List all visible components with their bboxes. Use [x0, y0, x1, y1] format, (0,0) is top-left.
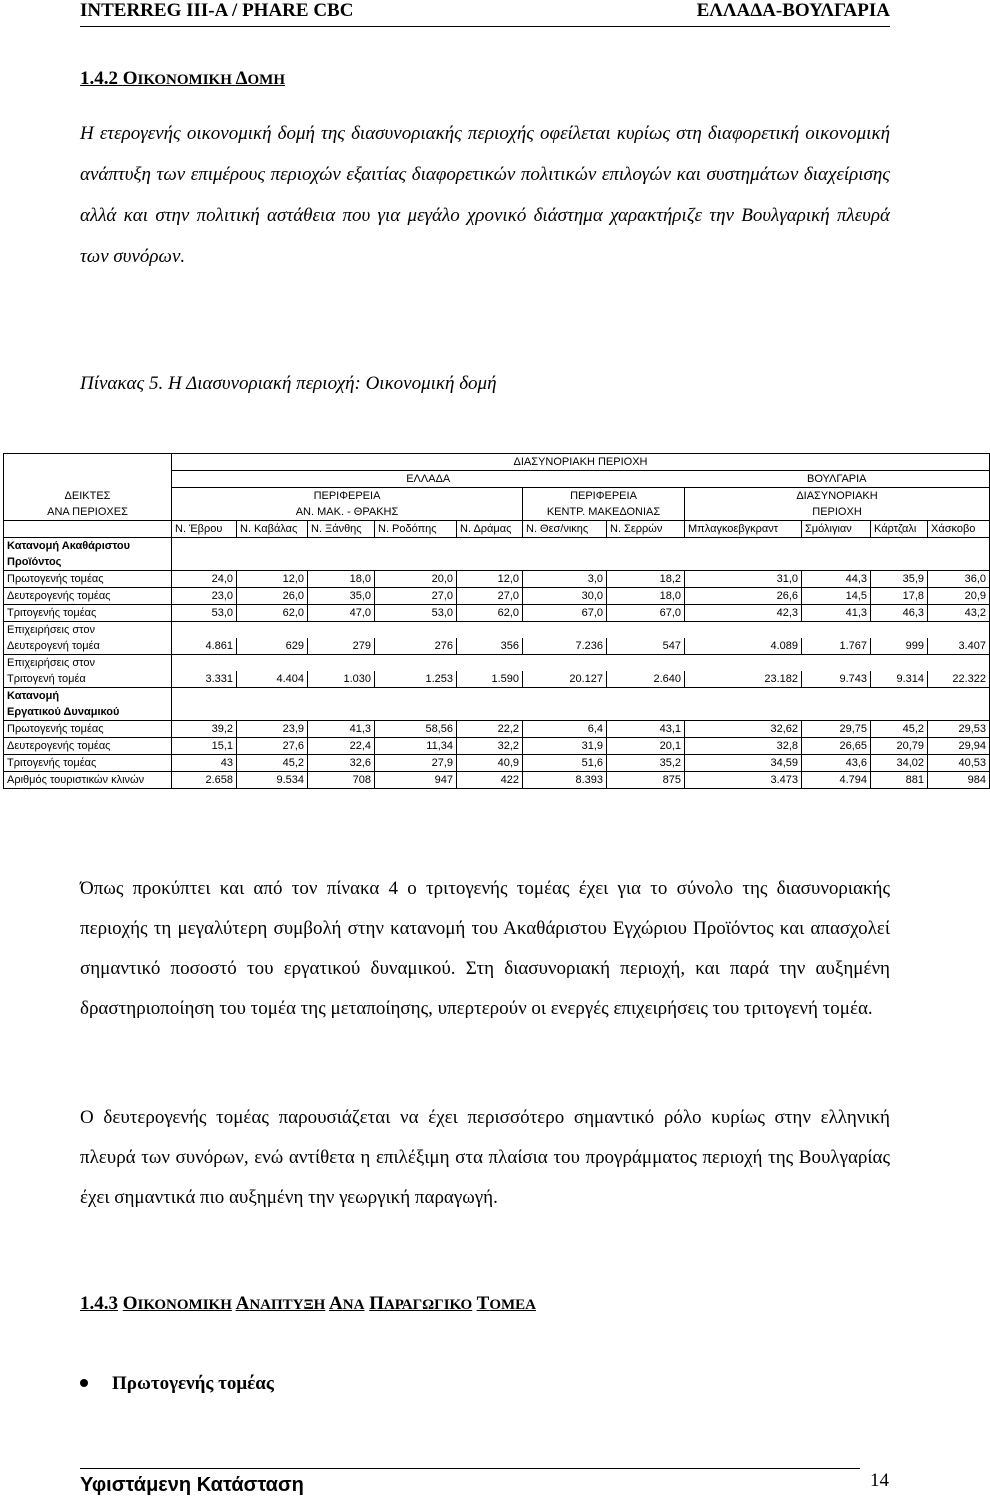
table-cell: 29,94: [928, 738, 990, 755]
table-cell: 1.767: [802, 638, 871, 655]
table-cell: 51,6: [523, 755, 607, 772]
gdp-group-label: Κατανομή Ακαθάριστου: [4, 538, 172, 555]
table-cell: 20.127: [523, 671, 607, 688]
table-cell: 3.407: [928, 638, 990, 655]
group-header-row: [4, 688, 990, 705]
table-cell: 31,9: [523, 738, 607, 755]
table-cell: 35,0: [308, 588, 375, 605]
column-header: Σμόλιγιαν: [802, 521, 871, 538]
table-cell: 62,0: [457, 605, 523, 622]
table-row: [4, 655, 990, 672]
column-header: Ν. Έβρου: [172, 521, 237, 538]
table-cell: 547: [607, 638, 685, 655]
table-cell: 6,4: [523, 721, 607, 738]
table-cell: 20,0: [375, 571, 457, 588]
table-cell: 7.236: [523, 638, 607, 655]
table-header-row: [4, 454, 990, 471]
table-cell: 32,6: [308, 755, 375, 772]
table-cell: 3.473: [685, 772, 802, 789]
intro-paragraph: Η ετερογενής οικονομική δομή της διασυνοριακής περιοχής οφείλεται κυρίως στη διαφορετική οικονομική ανάπτυξη των επιμέρους περιοχών εξαιτίας διαφορετικών πολιτικών επιλογών και συστημάτων διαχείρισης αλλά και στην πολιτική αστάθεια που για μεγάλο χρονικό διάστημα χαρακτήριζε την Βουλγαρική πλευρά των συνόρων.: [80, 123, 890, 267]
table-cell: 53,0: [172, 605, 237, 622]
bulgaria-header: ΒΟΥΛΓΑΡΙΑ: [685, 471, 990, 488]
table-cell: 9.534: [237, 772, 308, 789]
table-cell: 43: [172, 755, 237, 772]
table-cell: 356: [457, 638, 523, 655]
table-cell: 32,8: [685, 738, 802, 755]
table-cell: 629: [237, 638, 308, 655]
table-cell: 1.253: [375, 671, 457, 688]
table-row: [4, 755, 990, 772]
table-cell: 41,3: [802, 605, 871, 622]
table-cell: 279: [308, 638, 375, 655]
gdp-rows: [4, 571, 990, 622]
table-cell: 4.861: [172, 638, 237, 655]
table-row: [4, 638, 990, 655]
table-cell: 67,0: [607, 605, 685, 622]
table-row: [4, 605, 990, 622]
table-row: [4, 588, 990, 605]
row-label: Πρωτογενής τομέας: [4, 721, 172, 738]
footer-title: Υφιστάμενη Κατάσταση: [80, 1474, 304, 1496]
column-header: Ν. Δράμας: [457, 521, 523, 538]
table-cell: 22.322: [928, 671, 990, 688]
row-label: Επιχειρήσεις στον: [4, 655, 172, 672]
table-cell: 43,2: [928, 605, 990, 622]
table-header-row: ΑΝΑ ΠΕΡΙΟΧΕΣ ΑΝ. ΜΑΚ. - ΘΡΑΚΗΣ ΚΕΝΤΡ. ΜΑΚΕΔΟΝΙΑΣ ΠΕΡΙΟΧΗ: [4, 504, 990, 521]
table-row: [4, 671, 990, 688]
table-cell: 708: [308, 772, 375, 789]
page-number: 14: [870, 1470, 889, 1491]
row-label: Τριτογενή τομέα: [4, 671, 172, 688]
footer-rule: [80, 1468, 860, 1469]
group-header-row: [4, 538, 990, 555]
bullet-text: Πρωτογενής τομέας: [112, 1373, 274, 1394]
table-cell: 4.404: [237, 671, 308, 688]
table-cell: 34,59: [685, 755, 802, 772]
group-header-row: Εργατικού Δυναμικού: [4, 704, 990, 721]
table-cell: 12,0: [237, 571, 308, 588]
table-caption: Πίνακας 5. Η Διασυνοριακή περιοχή: Οικονομική δομή: [80, 373, 497, 394]
table-row: [4, 571, 990, 588]
cross-border-header: ΔΙΑΣΥΝΟΡΙΑΚΗ ΠΕΡΙΟΧΗ: [172, 454, 990, 471]
table-cell: 22,4: [308, 738, 375, 755]
table-cell: 276: [375, 638, 457, 655]
table-cell: 45,2: [871, 721, 928, 738]
table-cell: 9.314: [871, 671, 928, 688]
table-cell: 3,0: [523, 571, 607, 588]
row-label: Τριτογενής τομέας: [4, 605, 172, 622]
table-cell: 43,6: [802, 755, 871, 772]
table-cell: 53,0: [375, 605, 457, 622]
column-header: Κάρτζαλι: [871, 521, 928, 538]
table-cell: 27,0: [457, 588, 523, 605]
table-cell: 875: [607, 772, 685, 789]
table-cell: 881: [871, 772, 928, 789]
table-cell: 67,0: [523, 605, 607, 622]
table-cell: 20,79: [871, 738, 928, 755]
table-cell: 4.089: [685, 638, 802, 655]
table-cell: 36,0: [928, 571, 990, 588]
section-title: 1.4.2 ΟΙΚΟΝΟΜΙΚΗ ΔΟΜΗ: [80, 68, 286, 89]
table-cell: 17,8: [871, 588, 928, 605]
page-header: [80, 0, 890, 27]
table-row: [4, 622, 990, 639]
column-header: Ν. Θεσ/νικης: [523, 521, 607, 538]
column-header: Μπλαγκοεβγκραντ: [685, 521, 802, 538]
table-cell: 18,0: [308, 571, 375, 588]
table-cell: 58,56: [375, 721, 457, 738]
column-header-row: [4, 521, 990, 538]
table-cell: 12,0: [457, 571, 523, 588]
table-cell: 35,9: [871, 571, 928, 588]
greece-header: ΕΛΛΑΔΑ: [172, 471, 685, 488]
table-cell: 46,3: [871, 605, 928, 622]
table-cell: 32,2: [457, 738, 523, 755]
table-cell: 41,3: [308, 721, 375, 738]
table-cell: 40,53: [928, 755, 990, 772]
table-cell: 1.030: [308, 671, 375, 688]
row-label: Πρωτογενής τομέας: [4, 571, 172, 588]
table-cell: 1.590: [457, 671, 523, 688]
row-label: Αριθμός τουριστικών κλινών: [4, 772, 172, 789]
table-cell: 26,65: [802, 738, 871, 755]
table-cell: 2.658: [172, 772, 237, 789]
table-cell: 15,1: [172, 738, 237, 755]
table-cell: 62,0: [237, 605, 308, 622]
table-cell: 44,3: [802, 571, 871, 588]
table-cell: 29,53: [928, 721, 990, 738]
row-label: Δευτερογενή τομέα: [4, 638, 172, 655]
table-row: [4, 721, 990, 738]
table-cell: 24,0: [172, 571, 237, 588]
table-row: [4, 772, 990, 789]
table-cell: 8.393: [523, 772, 607, 789]
table-cell: 23,9: [237, 721, 308, 738]
table-cell: 35,2: [607, 755, 685, 772]
column-header: Ν. Ροδόπης: [375, 521, 457, 538]
enterprise-rows: [4, 622, 990, 688]
table-cell: 32,62: [685, 721, 802, 738]
table-cell: 2.640: [607, 671, 685, 688]
labour-group-label: Κατανομή: [4, 688, 172, 705]
table-cell: 20,9: [928, 588, 990, 605]
row-label: Τριτογενής τομέας: [4, 755, 172, 772]
table-cell: 26,6: [685, 588, 802, 605]
header-left: INTERREG III-A / PHARE CBC: [80, 0, 354, 21]
table-cell: 22,2: [457, 721, 523, 738]
table-cell: 43,1: [607, 721, 685, 738]
bullet-dot-icon: [80, 1379, 88, 1387]
table-cell: 26,0: [237, 588, 308, 605]
subsection-title: 1.4.3 ΟΙΚΟΝΟΜΙΚΗ ΑΝΑΠΤΥΞΗ ΑΝΑ ΠΑΡΑΓΩΓΙΚΟ ΤΟΜΕΑ: [80, 1293, 536, 1314]
header-right: ΕΛΛΑΔΑ-ΒΟΥΛΓΑΡΙΑ: [696, 0, 890, 21]
table-cell: 18,0: [607, 588, 685, 605]
table-cell: 27,9: [375, 755, 457, 772]
economic-structure-table: [3, 453, 990, 789]
table-cell: 45,2: [237, 755, 308, 772]
analysis-paragraph-1: Όπως προκύπτει και από τον πίνακα 4 ο τριτογενής τομέας έχει για το σύνολο της διασυνοριακής περιοχής τη μεγαλύτερη συμβολή στην κατανομή του Ακαθάριστου Εγχώριου Προϊόντος και απασχολεί σημαντικό ποσοστό του εργατικού δυναμικού. Στη διασυνοριακή περιοχή, και παρά την αυξημένη δραστηριοποίηση του τομέα της μεταποίησης, υπερτερούν οι ενεργές επιχειρήσεις του τριτογενή τομέα.: [80, 878, 890, 1019]
group-header-row: Προϊόντος: [4, 554, 990, 571]
column-header: Ν. Ξάνθης: [308, 521, 375, 538]
table-cell: 29,75: [802, 721, 871, 738]
column-header: Χάσκοβο: [928, 521, 990, 538]
column-header: Ν. Καβάλας: [237, 521, 308, 538]
table-cell: 40,9: [457, 755, 523, 772]
table-cell: 23.182: [685, 671, 802, 688]
table-cell: 31,0: [685, 571, 802, 588]
row-label: Επιχειρήσεις στον: [4, 622, 172, 639]
table-cell: 27,6: [237, 738, 308, 755]
table-cell: 27,0: [375, 588, 457, 605]
row-label: Δευτερογενής τομέας: [4, 738, 172, 755]
table-cell: 4.794: [802, 772, 871, 789]
analysis-paragraph-2: Ο δευτερογενής τομέας παρουσιάζεται να έχει περισσότερο σημαντικό ρόλο κυρίως στην ελληνική πλευρά των συνόρων, ενώ αντίθετα η επιλέξιμη στα πλαίσια του προγράμματος περιοχή της Βουλγαρίας έχει σημαντικά πιο αυξημένη την γεωργική παραγωγή.: [80, 1107, 890, 1208]
bullet-item: [80, 1373, 274, 1395]
table-header-row: ΔΕΙΚΤΕΣ ΠΕΡΙΦΕΡΕΙΑ ΠΕΡΙΦΕΡΕΙΑ ΔΙΑΣΥΝΟΡΙΑΚΗ: [4, 488, 990, 505]
table-cell: 20,1: [607, 738, 685, 755]
table-cell: 47,0: [308, 605, 375, 622]
table-cell: 984: [928, 772, 990, 789]
table-cell: 30,0: [523, 588, 607, 605]
table-cell: 11,34: [375, 738, 457, 755]
table-cell: 947: [375, 772, 457, 789]
table-cell: 999: [871, 638, 928, 655]
table-cell: 9.743: [802, 671, 871, 688]
table-cell: 34,02: [871, 755, 928, 772]
table-row: [4, 738, 990, 755]
labour-rows: [4, 721, 990, 789]
section-number: 1.4.2: [80, 68, 118, 89]
table-cell: 3.331: [172, 671, 237, 688]
table-cell: 14,5: [802, 588, 871, 605]
row-label: Δευτερογενής τομέας: [4, 588, 172, 605]
indicators-header: ΔΕΙΚΤΕΣ: [4, 488, 172, 505]
table-cell: 39,2: [172, 721, 237, 738]
table-cell: 422: [457, 772, 523, 789]
table-cell: 18,2: [607, 571, 685, 588]
table-cell: 42,3: [685, 605, 802, 622]
table-cell: 23,0: [172, 588, 237, 605]
column-header: Ν. Σερρών: [607, 521, 685, 538]
table-header-row: [4, 471, 990, 488]
